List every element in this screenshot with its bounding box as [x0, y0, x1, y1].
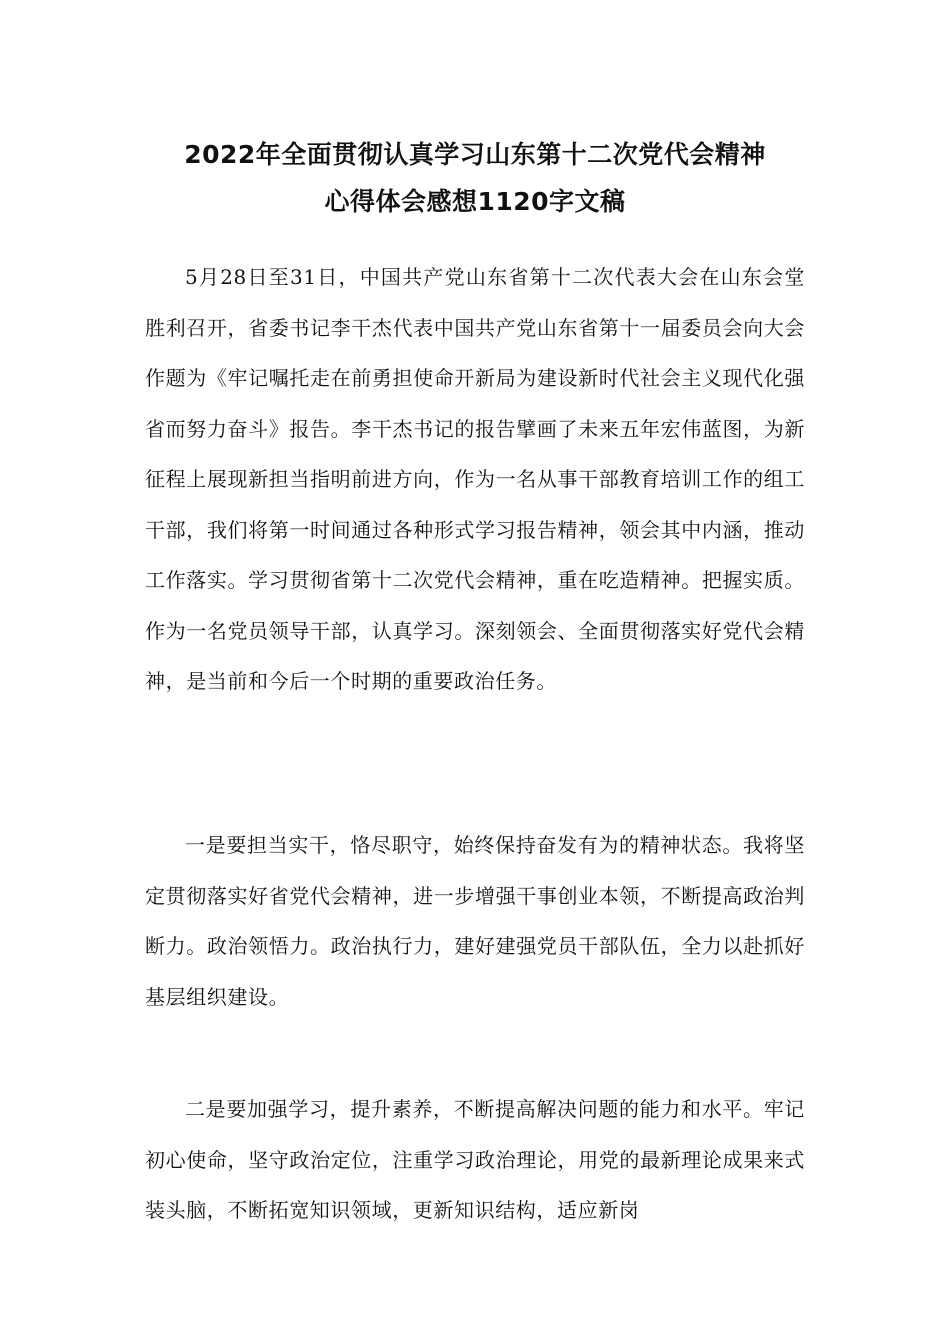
- paragraph-intro: 5月28日至31日，中国共产党山东省第十二次代表大会在山东会堂胜利召开，省委书记李干杰代表中国共产党山东省第十一届委员会向大会作题为《牢记嘱托走在前勇担使命开新局为建设新时代社会主义现代化强省而努力奋斗》报告。李干杰书记的报告擘画了未来五年宏伟蓝图，为新征程上展现新担当指明前进方向，作为一名从事干部教育培训工作的组工干部，我们将第一时间通过各种形式学习报告精神，领会其中内涵，推动工作落实。学习贯彻省第十二次党代会精神，重在吃造精神。把握实质。作为一名党员领导干部，认真学习。深刻领会、全面贯彻落实好党代会精神，是当前和今后一个时期的重要政治任务。: [145, 265, 805, 693]
- document-title-line-1: 2022年全面贯彻认真学习山东第十二次党代会精神: [184, 140, 766, 169]
- paragraph-point-two: 二是要加强学习，提升素养，不断提高解决问题的能力和水平。牢记初心使命，坚守政治定位，注重学习政治理论，用党的最新理论成果来式装头脑，不断拓宽知识领域，更新知识结构，适应新岗: [145, 1097, 805, 1222]
- document-title-line-2: 心得体会感想1120字文稿: [324, 187, 626, 216]
- paragraph-point-one: 一是要担当实干，恪尽职守，始终保持奋发有为的精神状态。我将坚定贯彻落实好省党代会精神，进一步增强干事创业本领，不断提高政治判断力。政治领悟力。政治执行力，建好建强党员干部队伍，全力以赴抓好基层组织建设。: [145, 833, 805, 1009]
